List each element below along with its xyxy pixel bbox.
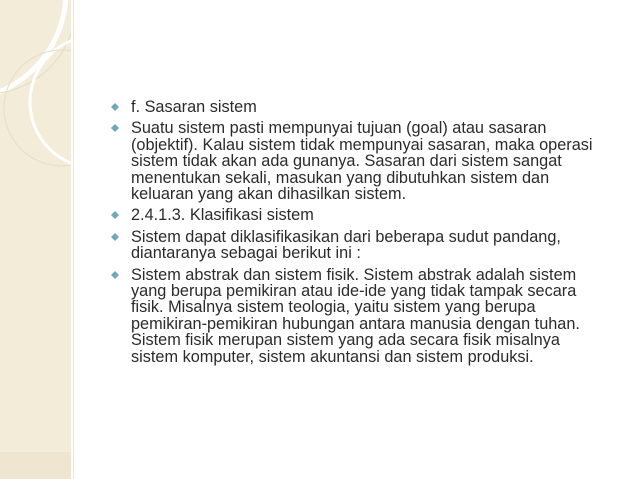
bottom-band — [0, 452, 71, 479]
diamond-bullet-icon — [111, 233, 119, 241]
side-line — [73, 0, 74, 479]
diamond-bullet-icon — [111, 103, 119, 111]
bullet-text: Sistem abstrak dan sistem fisik. Sistem abstrak adalah sistem yang berupa pemikiran atau ide-ide yang tidak tampak secara fisik. Misalnya sistem teologia, yaitu sistem yang berupa pemikiran-pemikiran hubungan antara manusia dengan tuhan. Sistem fisik merupan sistem yang ada secara fisik misalnya sistem komputer, sistem akuntansi dan sistem produksi. — [131, 265, 580, 366]
bullet-item — [108, 267, 608, 365]
decorative-side-panel — [0, 0, 71, 479]
diamond-bullet-icon — [111, 271, 119, 279]
bullet-item — [108, 229, 608, 262]
bullet-item — [108, 99, 608, 115]
decorative-rings — [0, 0, 71, 479]
bullet-item — [108, 207, 608, 223]
bullet-text: f. Sasaran sistem — [131, 98, 257, 116]
bullet-text: 2.4.1.3. Klasifikasi sistem — [131, 206, 314, 225]
bullet-text: Suatu sistem pasti mempunyai tujuan (goal) atau sasaran (objektif). Kalau sistem tidak mempunyai sasaran, maka operasi sistem tidak akan ada gunanya. Sasaran dari sistem sangat menentukan sekali, masukan yang dibutuhkan sistem dan keluaran yang akan dihasilkan sistem. — [131, 119, 593, 204]
bullet-item — [108, 120, 608, 202]
slide-bullet-list — [108, 99, 608, 370]
diamond-bullet-icon — [111, 211, 119, 219]
bullet-text: Sistem dapat diklasifikasikan dari beberapa sudut pandang, diantaranya sebagai berikut ini : — [131, 227, 561, 263]
diamond-bullet-icon — [111, 124, 119, 132]
